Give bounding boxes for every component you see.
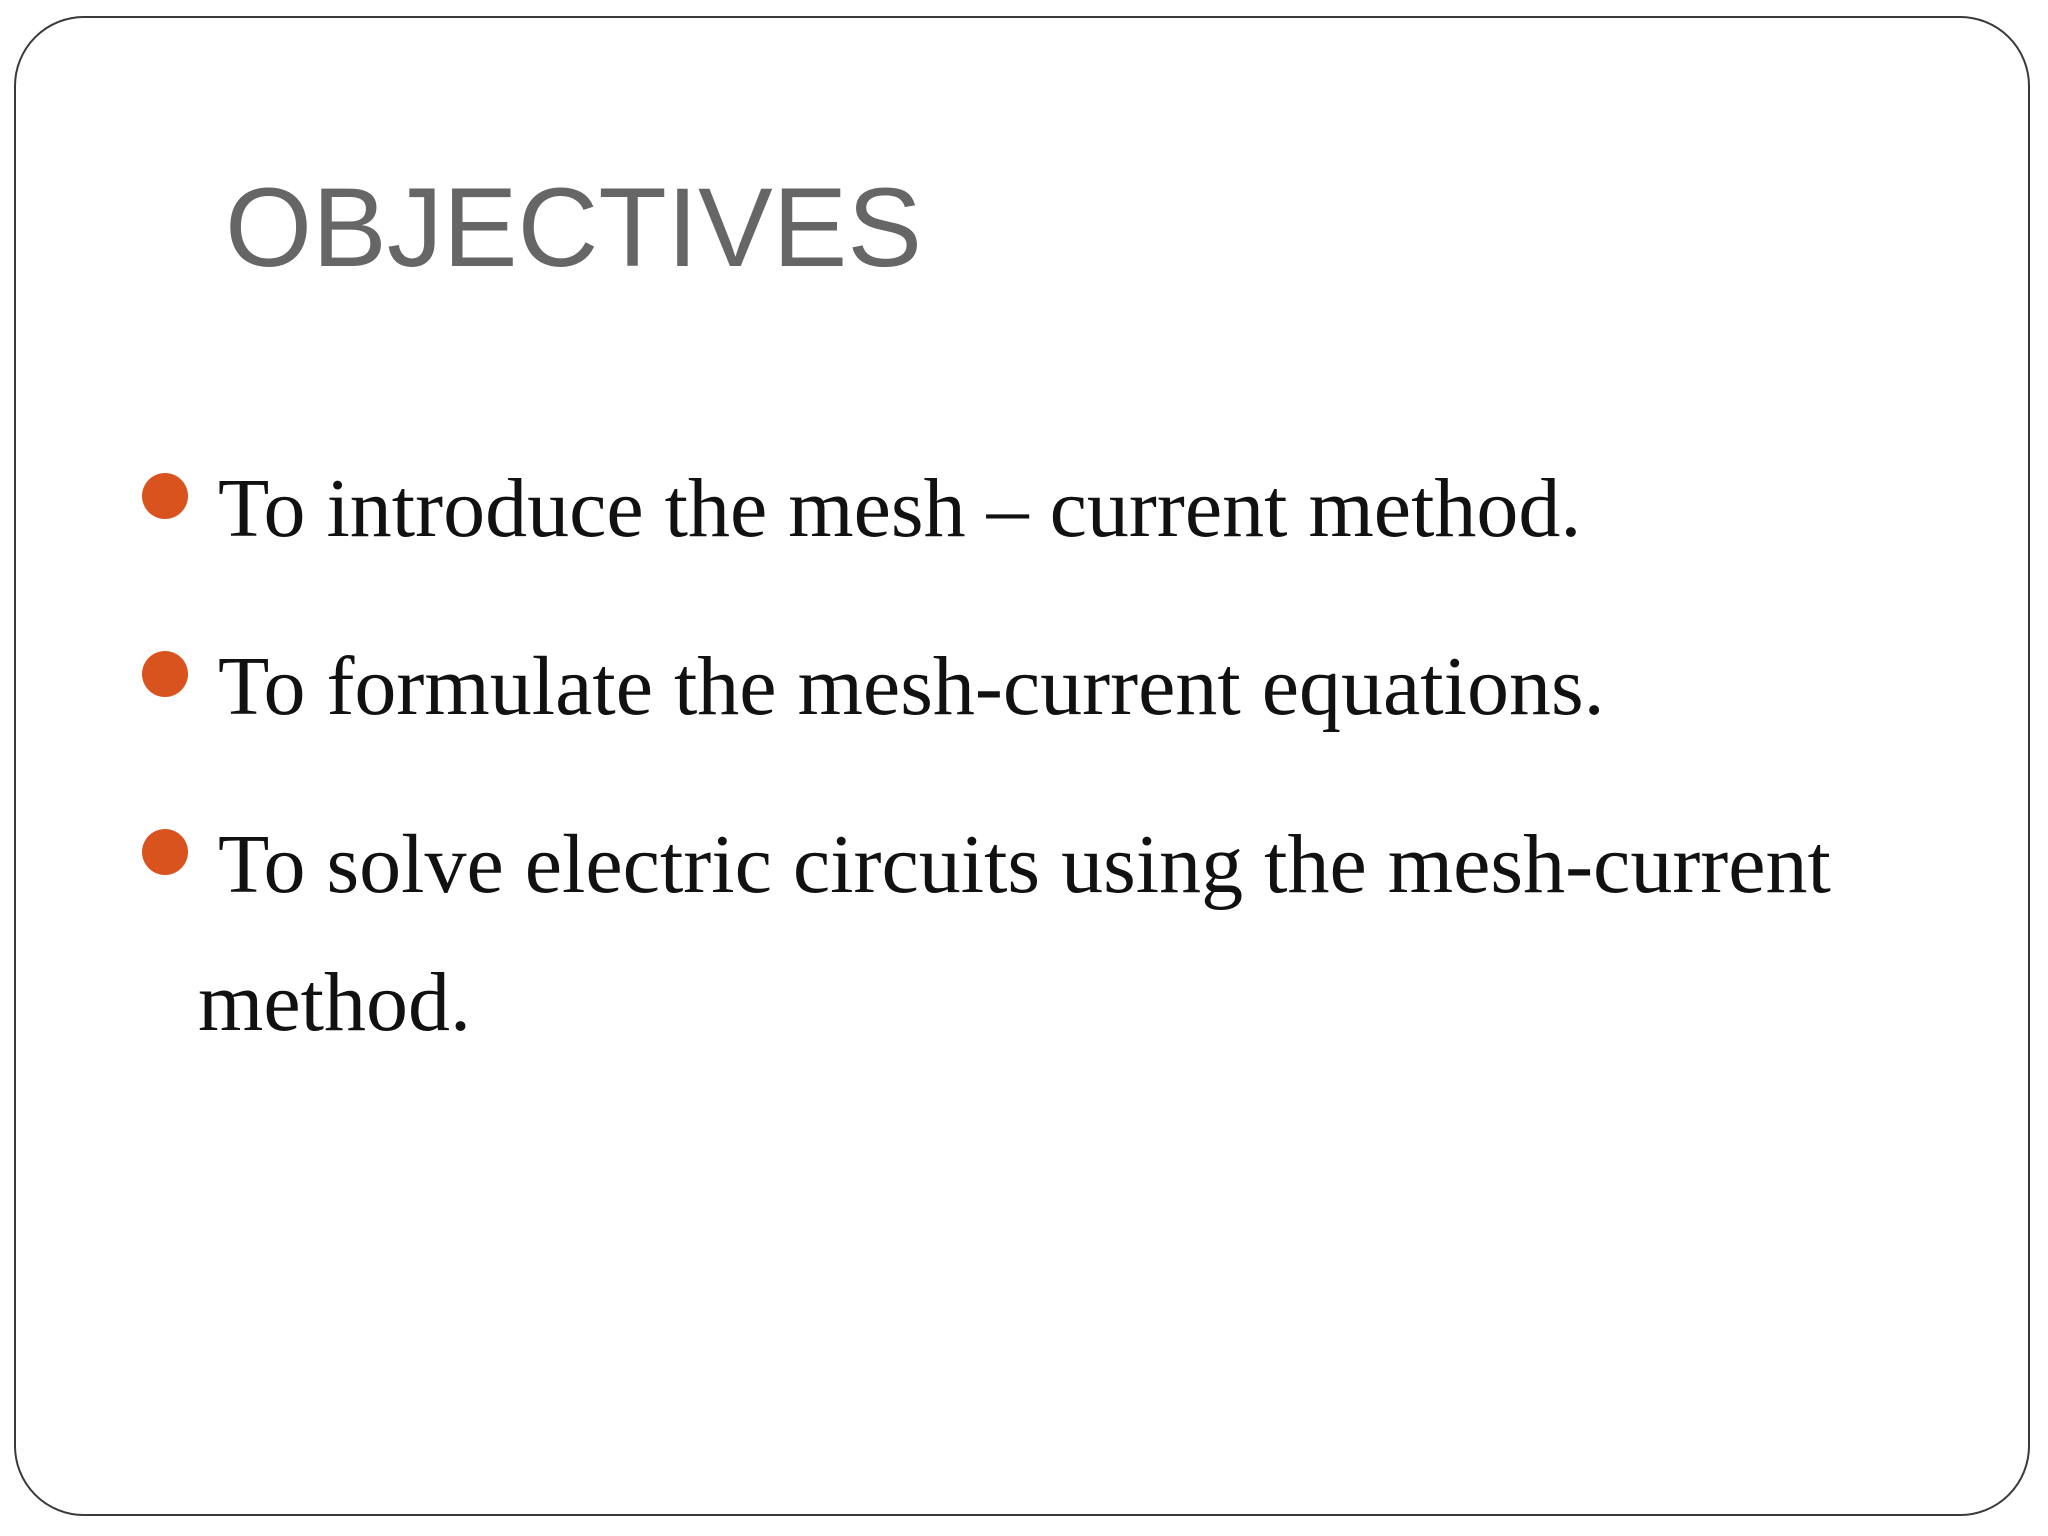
list-item (140, 440, 1920, 578)
list-item (140, 618, 1920, 756)
bullet-text-line2: method. (198, 956, 471, 1049)
slide-title: OBJECTIVES (225, 165, 923, 290)
bullet-dot-icon (142, 651, 188, 697)
bullet-text: To introduce the mesh – current method. (218, 462, 1582, 555)
bullet-dot-icon (142, 473, 188, 519)
bullet-text-line1: To solve electric circuits using the mesh-current (218, 818, 1831, 911)
objectives-list (140, 440, 1920, 1112)
bullet-text: To formulate the mesh-current equations. (218, 640, 1605, 733)
list-item (140, 796, 1920, 1072)
bullet-dot-icon (142, 829, 188, 875)
